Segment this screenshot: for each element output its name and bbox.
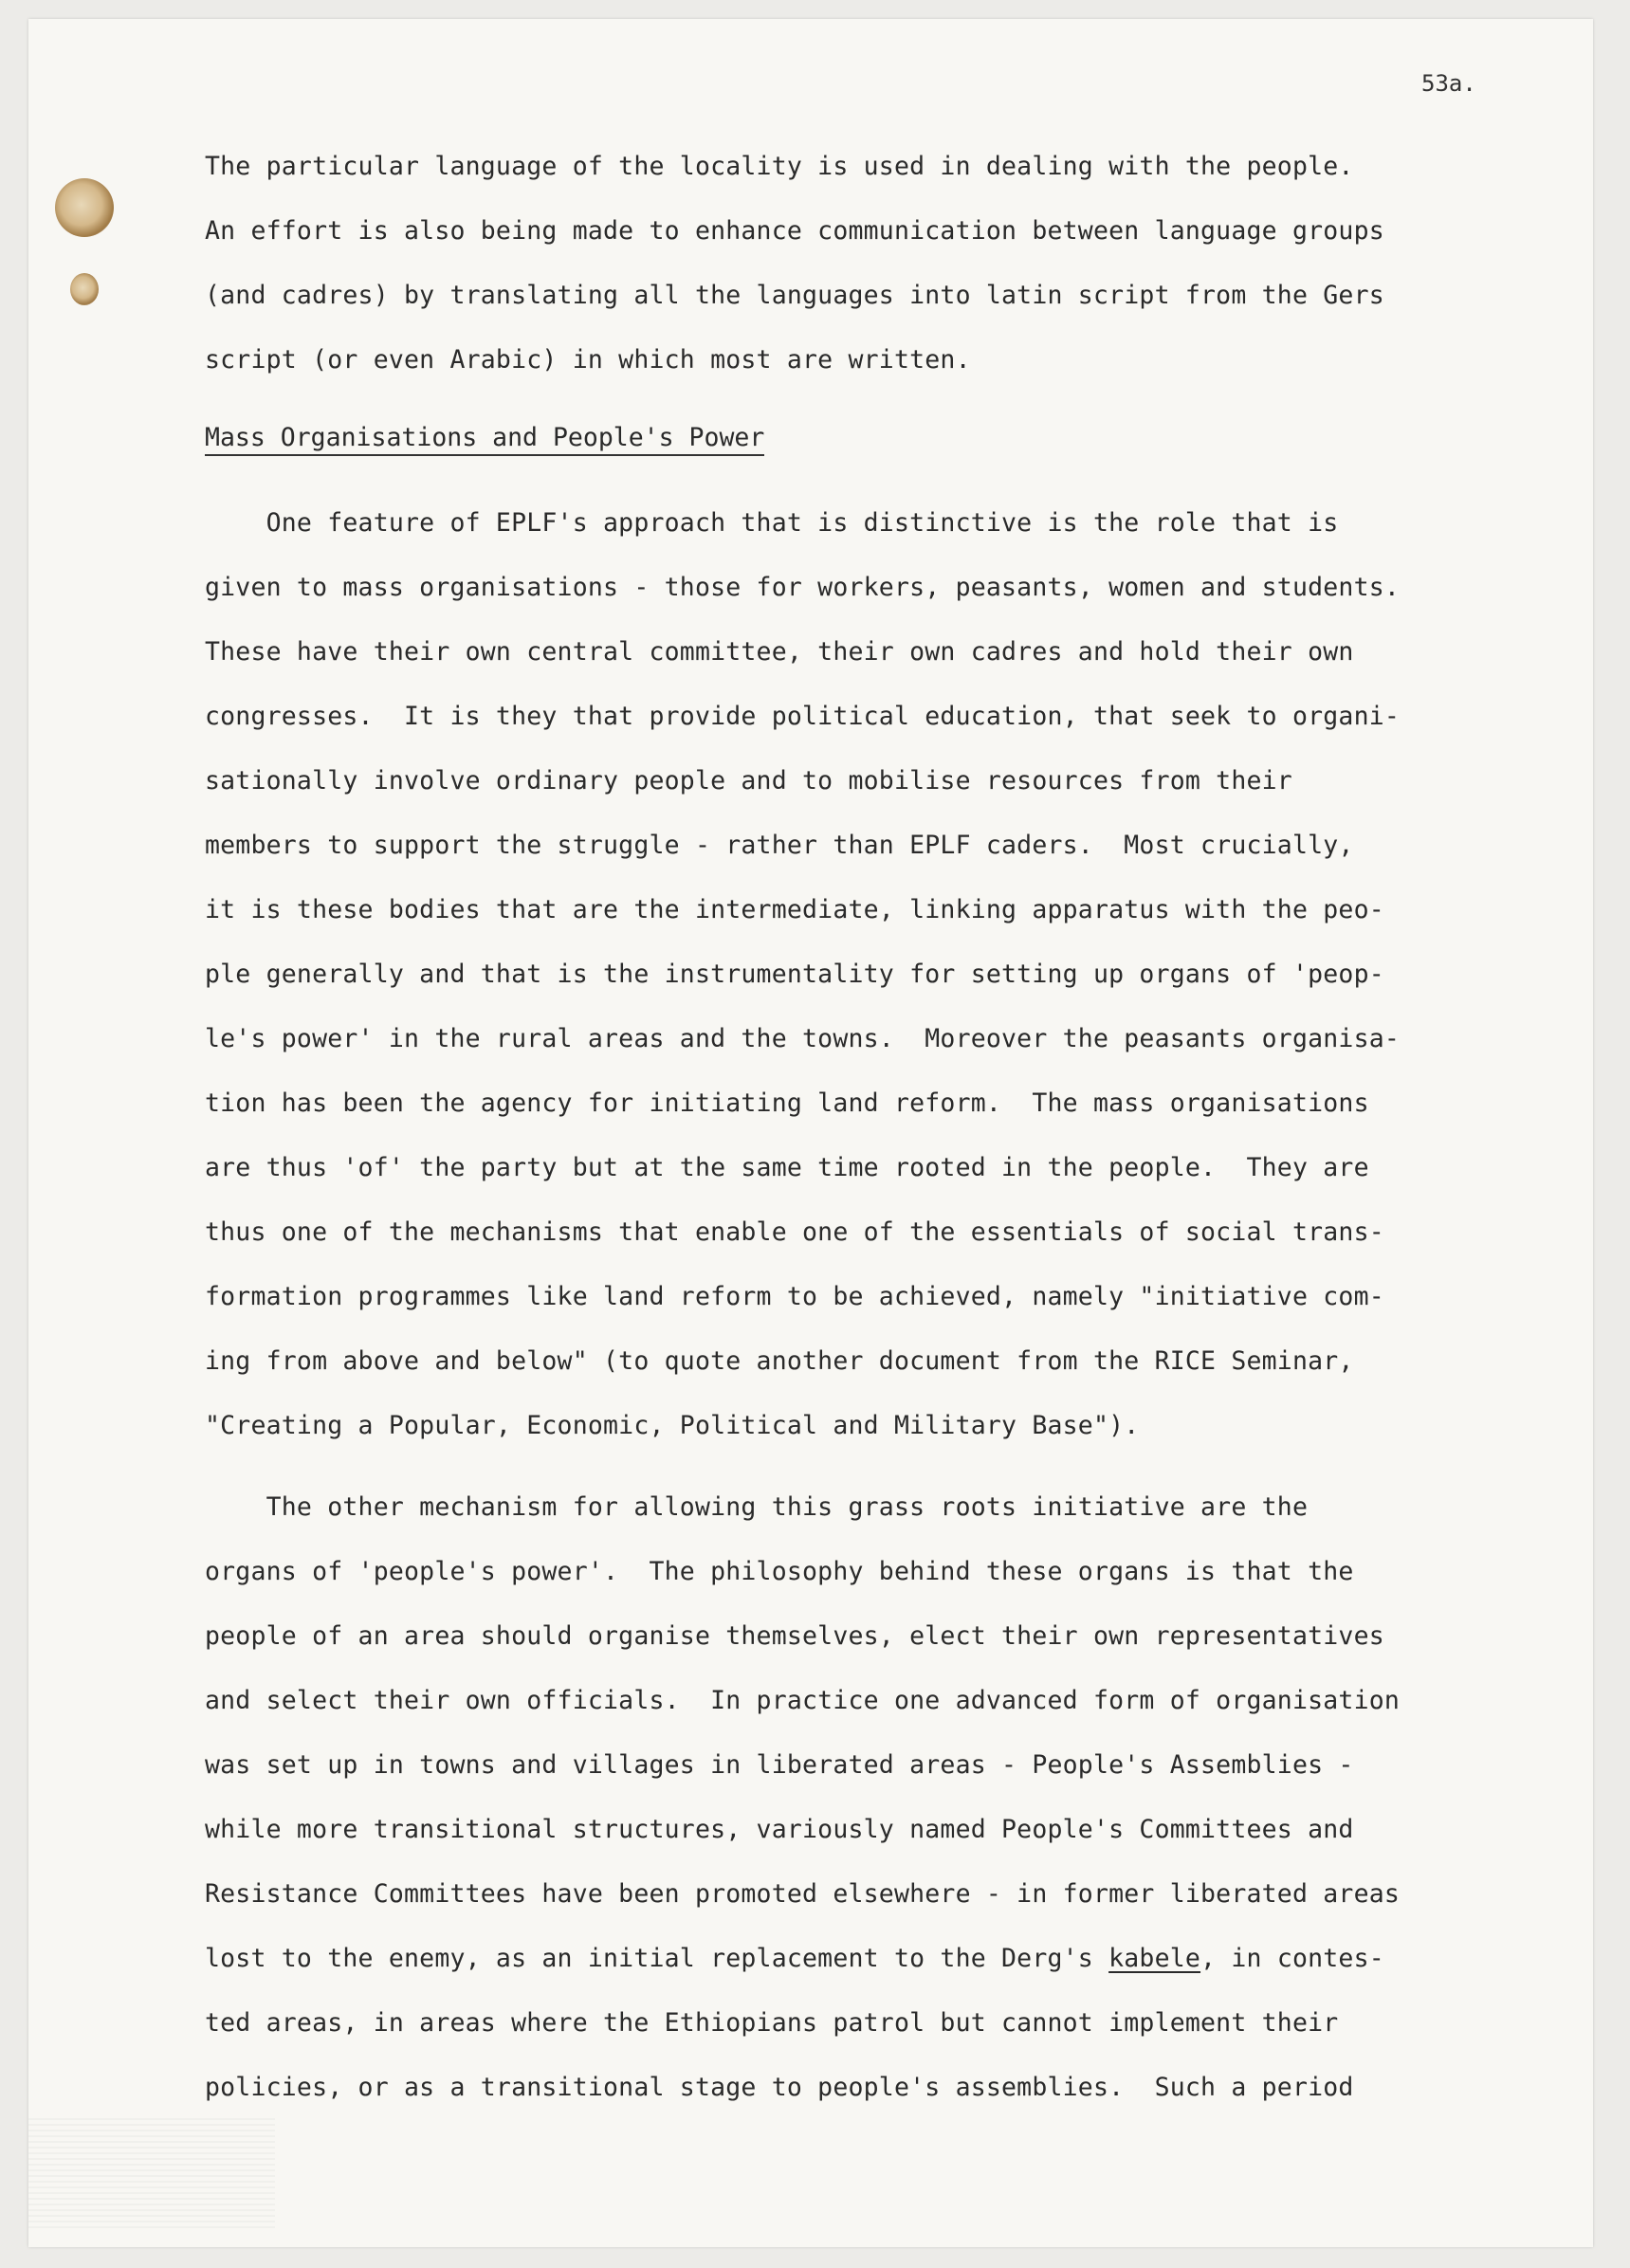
section-heading: Mass Organisations and People's Power <box>205 423 764 456</box>
text-line: tion has been the agency for initiating land reform. The mass organisations <box>205 1088 1369 1118</box>
text-line: sationally involve ordinary people and to mobilise resources from their <box>205 766 1292 796</box>
text-line: congresses. It is they that provide political education, that seek to organi- <box>205 702 1401 731</box>
text-fragment: lost to the enemy, as an initial replacement to the Derg's <box>205 1944 1109 1973</box>
text-line: ted areas, in areas where the Ethiopians patrol but cannot implement their <box>205 2008 1339 2038</box>
text-line: Resistance Committees have been promoted elsewhere - in former liberated areas <box>205 1879 1401 1909</box>
text-line: thus one of the mechanisms that enable one of the essentials of social trans- <box>205 1217 1384 1247</box>
text-line: script (or even Arabic) in which most are written. <box>205 345 971 375</box>
text-line: These have their own central committee, their own cadres and hold their own <box>205 637 1354 667</box>
text-line: An effort is also being made to enhance communication between language groups <box>205 216 1384 246</box>
text-line: members to support the struggle - rather than EPLF caders. Most crucially, <box>205 831 1354 860</box>
text-line: The other mechanism for allowing this grass roots initiative are the <box>205 1492 1309 1522</box>
text-line-kabele <box>205 1944 1384 1973</box>
underlined-term: kabele <box>1108 1944 1201 1973</box>
text-line: le's power' in the rural areas and the towns. Moreover the peasants organisa- <box>205 1024 1401 1053</box>
text-fragment: , in contes- <box>1200 1944 1384 1973</box>
text-line: ple generally and that is the instrumentality for setting up organs of 'peop- <box>205 960 1384 989</box>
text-line: (and cadres) by translating all the languages into latin script from the Gers <box>205 281 1384 310</box>
text-line: policies, or as a transitional stage to people's assemblies. Such a period <box>205 2073 1354 2102</box>
text-line: was set up in towns and villages in liberated areas - People's Assemblies - <box>205 1750 1354 1780</box>
text-line: are thus 'of' the party but at the same time rooted in the people. They are <box>205 1153 1369 1182</box>
text-line: organs of 'people's power'. The philosophy behind these organs is that the <box>205 1557 1354 1586</box>
text-line: given to mass organisations - those for workers, peasants, women and students. <box>205 573 1401 602</box>
text-line: and select their own officials. In practice one advanced form of organisation <box>205 1686 1401 1715</box>
text-line: The particular language of the locality is used in dealing with the people. <box>205 152 1354 181</box>
text-line: it is these bodies that are the intermediate, linking apparatus with the peo- <box>205 895 1384 924</box>
page-number: 53a. <box>1421 70 1476 97</box>
text-line: One feature of EPLF's approach that is distinctive is the role that is <box>205 508 1339 538</box>
scan-artifact <box>28 2114 275 2228</box>
staple-mark-top <box>55 178 114 237</box>
text-line: ing from above and below" (to quote another document from the RICE Seminar, <box>205 1346 1354 1376</box>
staple-mark-bottom <box>70 273 99 305</box>
text-line: "Creating a Popular, Economic, Political and Military Base"). <box>205 1411 1140 1440</box>
text-line: formation programmes like land reform to be achieved, namely "initiative com- <box>205 1282 1384 1311</box>
text-line: while more transitional structures, variously named People's Committees and <box>205 1815 1354 1844</box>
text-line: people of an area should organise themselves, elect their own representatives <box>205 1621 1384 1651</box>
